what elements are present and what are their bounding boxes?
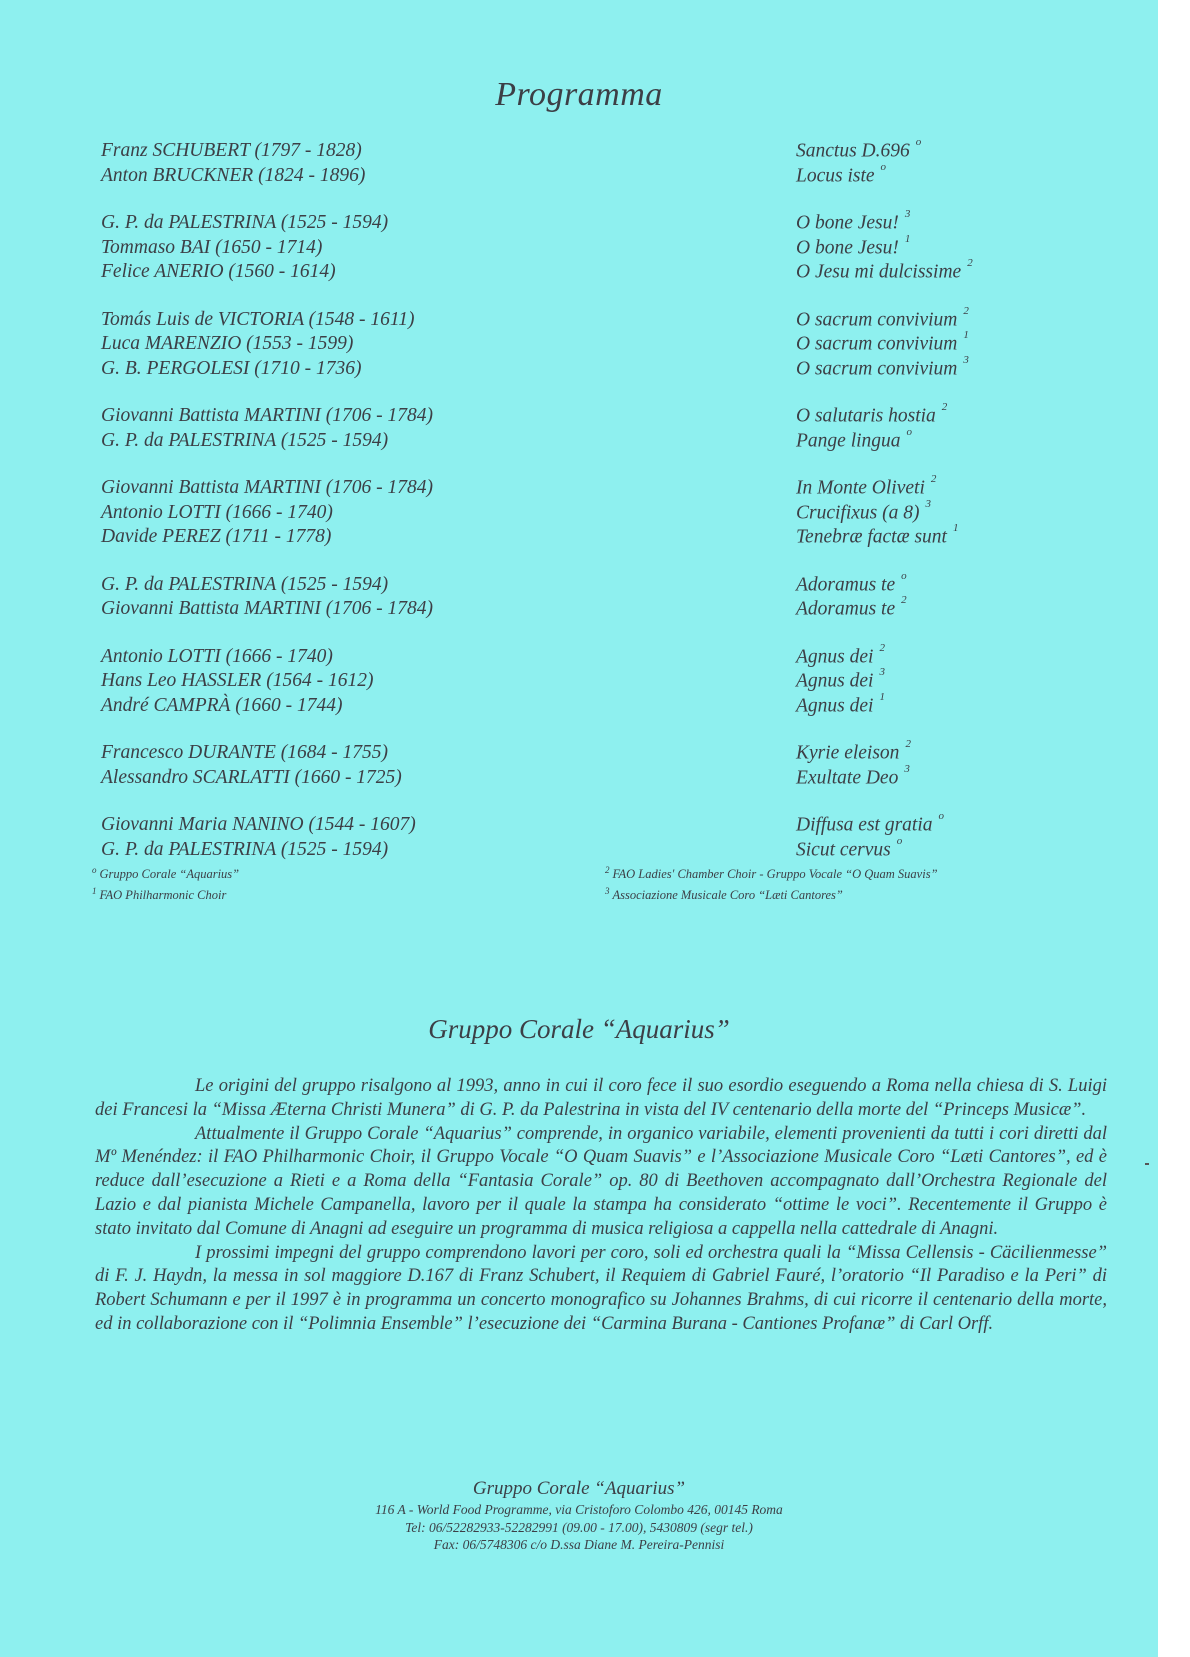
footnotes-left bbox=[92, 862, 239, 904]
performer-mark: 1 bbox=[879, 690, 885, 703]
footnote: $^3$ Associazione Musicale Coro “Læti Cantores” bbox=[605, 886, 843, 903]
work-title bbox=[796, 666, 885, 693]
work-title-text: O bone Jesu! bbox=[796, 212, 899, 234]
work-title-text: Locus iste bbox=[796, 165, 875, 186]
program-row bbox=[0, 594, 1158, 623]
work-title-text: O sacrum convivium bbox=[796, 358, 958, 379]
performer-mark: o bbox=[938, 810, 945, 822]
performer-mark: 2 bbox=[879, 641, 885, 654]
composer: Giovanni Battista MARTINI (1706 - 1784) bbox=[101, 598, 434, 619]
work-title-text: Sanctus D.696 bbox=[796, 140, 910, 162]
composer: André CAMPRÀ (1660 - 1744) bbox=[101, 694, 343, 716]
program-row bbox=[0, 257, 1158, 286]
work-title bbox=[796, 473, 937, 500]
program-row bbox=[0, 401, 1158, 430]
work-title-text: O salutaris hostia bbox=[796, 405, 936, 427]
program-row bbox=[0, 304, 1158, 334]
program-row bbox=[0, 834, 1158, 864]
program-row bbox=[0, 810, 1158, 839]
performer-mark: 3 bbox=[925, 497, 931, 510]
work-title bbox=[796, 425, 913, 453]
composer: Tommaso BAI (1650 - 1714) bbox=[101, 236, 323, 258]
footnote: $^o$ Gruppo Corale “Aquarius” bbox=[92, 865, 240, 882]
work-title bbox=[796, 690, 885, 718]
performer-mark: 3 bbox=[904, 762, 910, 775]
work-title-text: Pange lingua bbox=[796, 430, 901, 451]
work-title bbox=[796, 738, 911, 765]
work-title-text: Crucifixus (a 8) bbox=[796, 502, 920, 523]
performer-mark: 3 bbox=[963, 353, 969, 366]
program-row bbox=[0, 666, 1158, 695]
performer-mark: o bbox=[915, 136, 922, 148]
work-title-text: Kyrie eleison bbox=[796, 742, 900, 764]
biography-paragraph: Attualmente il Gruppo Corale “Aquarius” comprende, in organico variabile, elementi provenienti da tutti i cori diretti dal Mº Menéndez: il FAO Philharmonic Choir, il Gruppo Vocale “O Quam Suavis” e l’Associazione Musicale Coro “Læti Cantores”, ed è reduce dall’esecuzione a Rieti e a Roma della “Fantasia Corale” op. 80 di Beethoven accompagnato dall’Orchestra Regionale del Lazio e dal pianista Michele Campanella, lavoro per il quale la stampa ha considerato “ottime le voci”. Recentemente il Gruppo è stato invitato dal Comune di Anagni ad eseguire un programma di musica religiosa a cappella nella cattedrale di Anagni. bbox=[95, 1123, 1107, 1239]
performer-mark: 3 bbox=[879, 666, 885, 678]
work-title-text: Exultate Deo bbox=[796, 767, 899, 788]
composer: G. B. PERGOLESI (1710 - 1736) bbox=[101, 357, 362, 379]
footnote: $^1$ FAO Philharmonic Choir bbox=[92, 886, 227, 903]
performer-mark: 1 bbox=[904, 232, 911, 245]
program-group bbox=[0, 208, 1158, 286]
composer: G. P. da PALESTRINA (1525 - 1594) bbox=[101, 429, 389, 451]
work-title-text: In Monte Oliveti bbox=[796, 477, 925, 499]
work-title-text: Sicut cervus bbox=[796, 839, 891, 860]
contact-phone: Tel: 06/52282933-52282991 (09.00 - 17.00), 5430809 (segr tel.) bbox=[405, 1519, 753, 1535]
biography-paragraph: I prossimi impegni del gruppo comprendono lavori per coro, soli ed orchestra quali la “Missa Cellensis - Cäcilienmesse” di F. J. Haydn, la messa in sol maggiore D.167 di Franz Schubert, il Requiem di Gabriel Fauré, l’oratorio “Il Paradiso e la Peri” di Robert Schumann e per il 1997 è in programma un concerto monografico su Johannes Brahms, di cui ricorre il centenario della morte, ed in collaborazione con il “Polimnia Ensemble” l’esecuzione dei “Carmina Burana - Cantiones Profanæ” di Carl Orff. bbox=[95, 1242, 1107, 1334]
performer-mark: 1 bbox=[952, 522, 959, 534]
work-title bbox=[796, 232, 911, 260]
composer: Tomás Luis de VICTORIA (1548 - 1611) bbox=[101, 308, 415, 330]
program-group bbox=[0, 810, 1158, 863]
work-title bbox=[796, 641, 885, 669]
composer: Francesco DURANTE (1684 - 1755) bbox=[101, 742, 389, 763]
program-group bbox=[0, 304, 1158, 383]
work-title bbox=[796, 208, 911, 235]
work-title-text: Agnus dei bbox=[796, 670, 874, 692]
program-row bbox=[0, 136, 1158, 165]
margin-mark bbox=[1145, 1163, 1149, 1165]
work-title bbox=[796, 834, 903, 862]
composer: Felice ANERIO (1560 - 1614) bbox=[101, 261, 336, 282]
work-title bbox=[796, 762, 910, 790]
program-group bbox=[0, 738, 1158, 791]
performer-mark: 2 bbox=[905, 738, 911, 750]
section-title: Gruppo Corale “Aquarius” bbox=[428, 1014, 730, 1044]
program-row bbox=[0, 641, 1158, 671]
performer-mark: 2 bbox=[963, 304, 969, 317]
work-title-text: Tenebræ factæ sunt bbox=[796, 526, 947, 548]
program-row bbox=[0, 497, 1158, 527]
program-row bbox=[0, 232, 1158, 262]
contact-block bbox=[0, 1477, 1158, 1554]
footnote: $^2$ FAO Ladies' Chamber Choir - Gruppo Vocale “O Quam Suavis” bbox=[605, 865, 938, 882]
program-group bbox=[0, 401, 1158, 454]
program-group bbox=[0, 569, 1158, 623]
composer: G. P. da PALESTRINA (1525 - 1594) bbox=[101, 212, 389, 233]
performer-mark: 1 bbox=[963, 329, 969, 341]
work-title-text: Adoramus te bbox=[796, 574, 896, 595]
composer: G. P. da PALESTRINA (1525 - 1594) bbox=[101, 838, 389, 860]
performer-mark: o bbox=[896, 834, 903, 847]
composer: G. P. da PALESTRINA (1525 - 1594) bbox=[101, 573, 389, 595]
program-row bbox=[0, 425, 1158, 455]
program-row bbox=[0, 329, 1158, 358]
composer: Giovanni Maria NANINO (1544 - 1607) bbox=[101, 814, 416, 835]
page-title: Programma bbox=[495, 76, 663, 113]
performer-mark: 2 bbox=[967, 257, 973, 269]
work-title bbox=[796, 497, 931, 525]
program-group bbox=[0, 473, 1158, 551]
performer-mark: 2 bbox=[941, 401, 948, 413]
composer: Giovanni Battista MARTINI (1706 - 1784) bbox=[101, 405, 434, 426]
contact-address: 116 A - World Food Programme, via Cristoforo Colombo 426, 00145 Roma bbox=[375, 1502, 783, 1517]
composer: Davide PEREZ (1711 - 1778) bbox=[101, 526, 332, 547]
program-row bbox=[0, 762, 1158, 792]
program-row bbox=[0, 473, 1158, 502]
composer: Luca MARENZIO (1553 - 1599) bbox=[101, 333, 354, 354]
biography-paragraph: Le origini del gruppo risalgono al 1993, anno in cui il coro fece il suo esordio eseguendo a Roma nella chiesa di S. Luigi dei Francesi la “Missa Æterna Christi Munera” di G. P. da Palestrina in vista del IV centenario della morte del “Princeps Musicæ”. bbox=[95, 1076, 1107, 1120]
contact-fax: Fax: 06/5748306 c/o D.ssa Diane M. Pereira-Pennisi bbox=[433, 1537, 725, 1552]
work-title-text: O Jesu mi dulcissime bbox=[796, 261, 962, 283]
work-title bbox=[796, 304, 969, 332]
work-title bbox=[796, 329, 969, 356]
performer-mark: o bbox=[901, 569, 907, 582]
work-title bbox=[796, 522, 959, 549]
performer-mark: 2 bbox=[901, 594, 907, 606]
work-title bbox=[796, 401, 948, 428]
program-row bbox=[0, 208, 1158, 237]
composer: Antonio LOTTI (1666 - 1740) bbox=[101, 645, 333, 667]
performer-mark: 2 bbox=[930, 473, 937, 485]
program-row bbox=[0, 522, 1158, 551]
work-title-text: Agnus dei bbox=[796, 695, 874, 716]
performer-mark: o bbox=[880, 160, 887, 173]
contact-name: Gruppo Corale “Aquarius” bbox=[472, 1478, 686, 1499]
work-title-text: Agnus dei bbox=[796, 646, 874, 667]
work-title bbox=[796, 353, 969, 381]
program-row bbox=[0, 569, 1158, 599]
program-group bbox=[0, 136, 1158, 189]
program-row bbox=[0, 738, 1158, 767]
group-biography bbox=[95, 1075, 1107, 1337]
program-row bbox=[0, 690, 1158, 720]
program-list bbox=[0, 136, 1158, 886]
composer: Giovanni Battista MARTINI (1706 - 1784) bbox=[101, 477, 434, 498]
work-title bbox=[796, 257, 973, 284]
composer: Alessandro SCARLATTI (1660 - 1725) bbox=[101, 766, 402, 788]
composer: Franz SCHUBERT (1797 - 1828) bbox=[101, 140, 362, 161]
work-title bbox=[796, 810, 945, 837]
performer-mark: 3 bbox=[904, 208, 911, 220]
program-row bbox=[0, 160, 1158, 190]
work-title-text: O sacrum convivium bbox=[796, 333, 958, 355]
performer-mark: o bbox=[906, 425, 913, 438]
composer: Anton BRUCKNER (1824 - 1896) bbox=[101, 164, 366, 186]
work-title-text: O bone Jesu! bbox=[796, 237, 899, 258]
work-title bbox=[796, 160, 887, 188]
work-title-text: Diffusa est gratia bbox=[796, 814, 933, 836]
footnotes-right bbox=[605, 862, 938, 904]
program-row bbox=[0, 353, 1158, 383]
work-title bbox=[796, 136, 922, 163]
composer: Hans Leo HASSLER (1564 - 1612) bbox=[101, 670, 374, 691]
work-title bbox=[796, 594, 907, 621]
program-group bbox=[0, 641, 1158, 720]
work-title-text: Adoramus te bbox=[796, 598, 896, 620]
composer: Antonio LOTTI (1666 - 1740) bbox=[101, 501, 333, 523]
work-title bbox=[796, 569, 907, 597]
work-title-text: O sacrum convivium bbox=[796, 309, 958, 330]
